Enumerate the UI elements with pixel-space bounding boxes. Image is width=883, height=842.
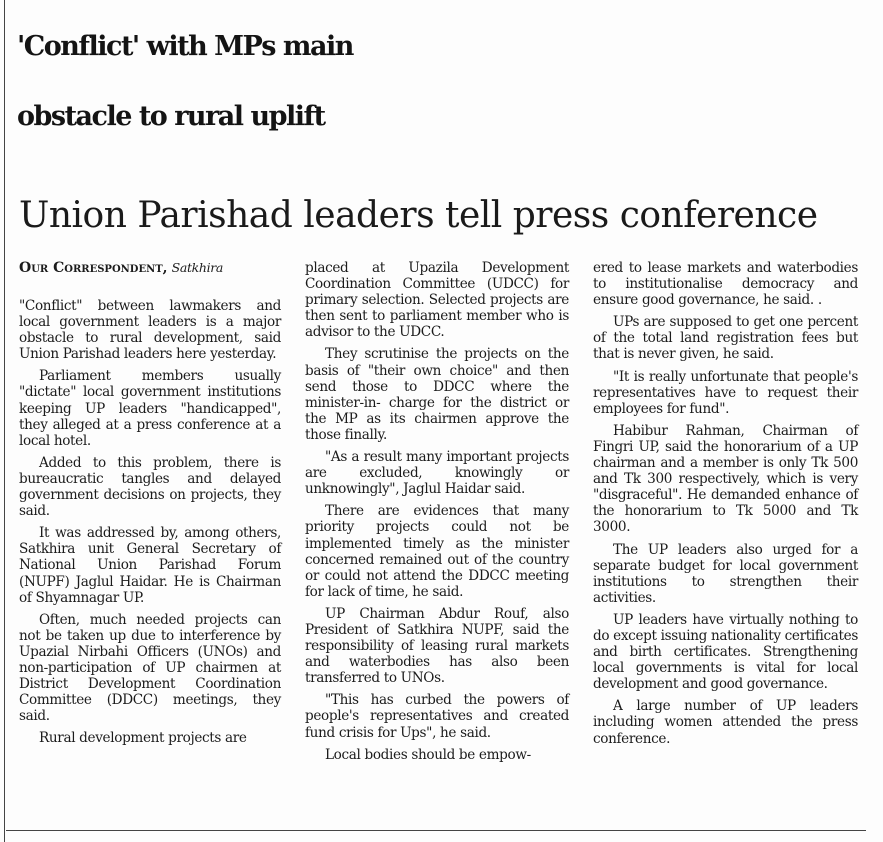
paragraph: Added to this problem, there is bureaucratic tangles and delayed government decisions on projects, they said. — [19, 454, 281, 520]
paragraph: placed at Upazila Development Coordination Committee (UDCC) for primary selection. Selected projects are then sent to parliament member who is advisor to the UDCC. — [305, 260, 569, 341]
paragraph: "As a result many important projects are excluded, knowingly or unknowingly", Jaglul Haidar said. — [305, 449, 569, 498]
paragraph: "This has curbed the powers of people's representatives and created fund crisis for Ups", he said. — [305, 692, 569, 741]
headline-line-2: obstacle to rural uplift — [17, 101, 325, 132]
paragraph: It was addressed by, among others, Satkhira unit General Secretary of National Union Parishad Forum (NUPF) Jaglul Haidar. He is Chairman of Shyamnagar UP. — [19, 525, 281, 606]
paragraph: They scrutinise the projects on the basis of "their own choice" and then send those to DDCC where the minister-in- charge for the district or the MP as its chairmen approve the those finally. — [305, 346, 569, 443]
paragraph: ered to lease markets and waterbodies to institutionalise democracy and ensure good governance, he said. . — [593, 260, 858, 309]
paragraph: "Conflict" between lawmakers and local government leaders is a major obstacle to rural development, said Union Parishad leaders here yesterday. — [19, 298, 281, 363]
paragraph: Parliament members usually "dictate" local government institutions keeping UP leaders "handicapped", they alleged at a press conference at a local hotel. — [19, 368, 281, 449]
paragraph: The UP leaders also urged for a separate budget for local government institutions to strengthen their activities. — [593, 541, 858, 606]
paragraph: UP Chairman Abdur Rouf, also President of Satkhira NUPF, said the responsibility of leasing rural markets and waterbodies has also been transferred to UNOs. — [305, 605, 569, 687]
article-column-3 — [593, 260, 858, 753]
paragraph: Rural development projects are — [39, 730, 247, 747]
paragraph: Habibur Rahman, Chairman of Fingri UP, said the honorarium of a UP chairman and a member is only Tk 500 and Tk 300 respectively, which is very "disgraceful". He demanded enhance of the honorarium to Tk 5000 and Tk 3000. — [593, 422, 858, 536]
byline-location: Satkhira — [171, 260, 223, 275]
headline-line-1: 'Conflict' with MPs main — [17, 31, 353, 62]
byline — [19, 260, 281, 276]
paragraph: Local bodies should be empow- — [325, 746, 531, 763]
bottom-rule — [6, 830, 866, 831]
byline-author: Our Correspondent, — [19, 260, 168, 276]
paragraph: Often, much needed projects can not be taken up due to interference by Upazial Nirbahi Officers (UNOs) and non-participation of UP chairmen at District Development Coordination Committee (DDCC) meetings, they said. — [19, 611, 281, 725]
column-rule-left — [4, 0, 5, 842]
paragraph: UP leaders have virtually nothing to do except issuing nationality certificates and birth certificates. Strengthening local governments is vital for local development and good governance. — [593, 611, 858, 693]
paragraph: "It is really unfortunate that people's representatives have to request their employees for fund". — [593, 368, 858, 417]
paragraph: UPs are supposed to get one percent of the total land registration fees but that is never given, he said. — [593, 314, 858, 363]
paragraph: A large number of UP leaders including women attended the press conference. — [593, 698, 858, 747]
subheadline: Union Parishad leaders tell press conference — [19, 195, 818, 236]
paragraph: There are evidences that many priority projects could not be implemented timely as the minister concerned remained out of the country or could not attend the DDCC meeting for lack of time, he said. — [305, 503, 569, 600]
article-column-2 — [305, 260, 569, 769]
article-column-1 — [19, 260, 281, 752]
headline — [17, 12, 877, 152]
